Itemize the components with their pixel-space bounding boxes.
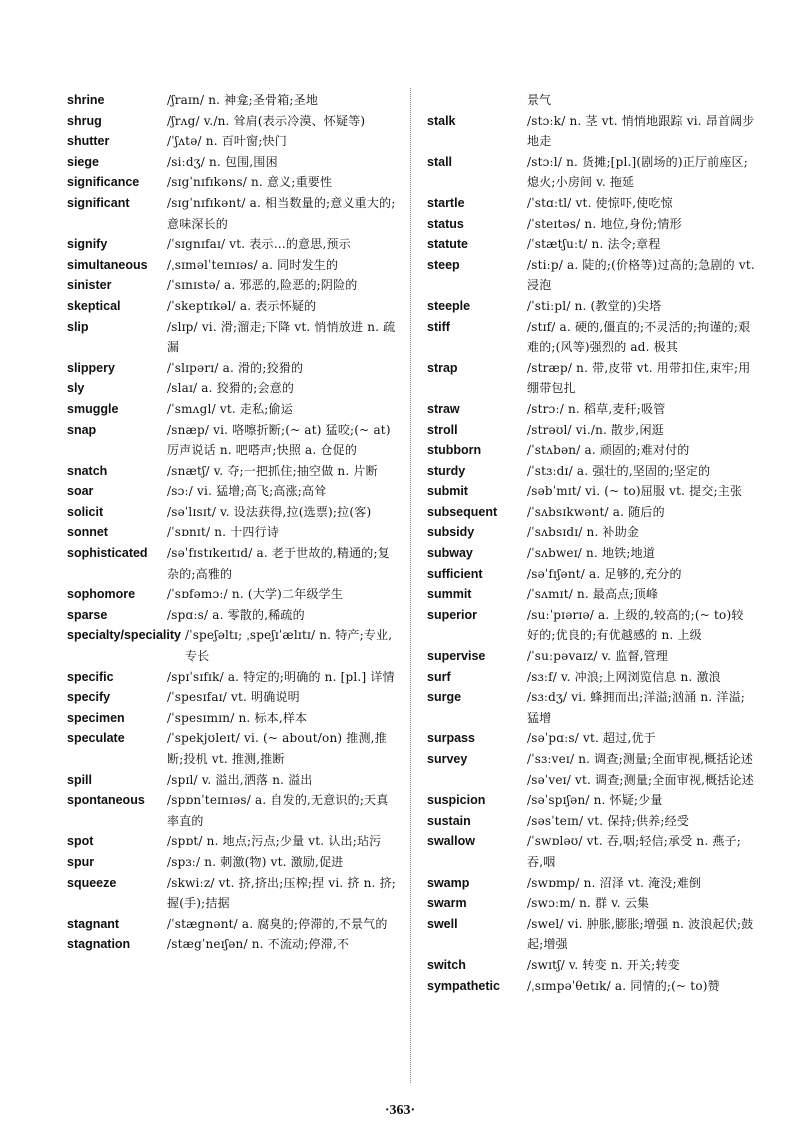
dictionary-entry [67,234,397,255]
headword: summit [427,587,472,602]
definition: /ˈsteɪtəs/ n. 地位,身份;情形 [527,216,682,231]
definition: /ʃrʌg/ v./n. 耸肩(表示冷漠、怀疑等) [167,113,366,128]
dictionary-entry [427,790,755,811]
definition: /ˈsʌbweɪ/ n. 地铁;地道 [527,546,656,561]
dictionary-entry [427,317,755,358]
definition: /strɔː/ n. 稻草,麦秆;吸管 [527,401,666,416]
headword: surge [427,690,462,705]
definition: /slɪp/ vi. 滑;溜走;下降 vt. 悄悄放进 n. 疏漏 [167,319,396,355]
definition: /stræp/ n. 带,皮带 vt. 用带扣住,束牢;用绷带包扎 [527,360,751,396]
dictionary-entry [67,152,397,173]
definition: /ˈspesɪfaɪ/ vt. 明确说明 [167,690,300,705]
headword: spill [67,772,93,787]
definition: /ˈsɜːveɪ/ n. 调查;测量;全面审视,概括论述 /səˈveɪ/ vt. 调查;测量;全面审视,概括论述 [527,752,754,787]
headword: superior [427,607,478,622]
definition: /spɑːs/ a. 零散的,稀疏的 [167,607,305,622]
headword: speculate [67,731,125,746]
definition: /swɒmp/ n. 沼泽 vt. 淹没;难倒 [527,875,702,890]
headword: subsequent [427,504,498,519]
headword: slip [67,319,89,334]
definition: /ˈsʌbsɪdɪ/ n. 补助金 [527,525,640,540]
headword: sustain [427,813,471,828]
dictionary-entry [427,358,755,399]
dictionary-entry [67,275,397,296]
dictionary-entry [67,934,397,955]
headword: strap [427,360,458,375]
headword: spur [67,854,95,869]
dictionary-entry [67,770,397,791]
definition: /spɪl/ v. 溢出,洒落 n. 溢出 [167,772,313,787]
headword: status [427,216,464,231]
definition: /ˈsuːpəvaɪz/ v. 监督,管理 [527,649,669,664]
definition: /səsˈteɪn/ vt. 保持;供养;经受 [527,813,690,828]
dictionary-entry [67,831,397,852]
dictionary-entry [427,667,755,688]
headword: stalk [427,113,456,128]
headword: surpass [427,731,475,746]
headword: shutter [67,134,110,149]
definition: /siːdʒ/ n. 包围,围困 [167,154,278,169]
headword: swarm [427,896,467,911]
headword: stagnant [67,916,120,931]
definition: /suːˈpɪərɪə/ a. 上级的,较高的;(~ to)较好的;优良的;有优越感的 n. 上级 [527,607,744,643]
dictionary-entry [67,522,397,543]
definition: /ˈsɪgnɪfaɪ/ vt. 表示…的意思,预示 [167,237,351,252]
definition: /ˈsmʌgl/ vt. 走私;偷运 [167,401,293,416]
dictionary-entry [67,584,397,605]
dictionary-entry [427,111,755,152]
dictionary-entry [427,564,755,585]
headword: specimen [67,710,125,725]
definition: /ʃraɪn/ n. 神龛;圣骨箱;圣地 [167,93,319,107]
definition: /ˈstætʃuːt/ n. 法令;章程 [527,237,661,252]
dictionary-entry [67,852,397,873]
dictionary-entry [67,708,397,729]
dictionary-entry [427,522,755,543]
dictionary-entry [427,687,755,728]
dictionary-entry [67,502,397,523]
definition: /ˈstɑːtl/ vt. 使惊吓,使吃惊 [527,195,673,210]
definition: /spɒnˈteɪnɪəs/ a. 自发的,无意识的;天真率直的 [167,793,389,828]
dictionary-entry [67,790,397,831]
definition: /sɜːf/ v. 冲浪;上网浏览信息 n. 激浪 [527,669,721,684]
dictionary-entry [427,749,755,790]
dictionary-entry [427,646,755,667]
definition: /stægˈneɪʃən/ n. 不流动;停滞,不 [167,937,350,952]
headword: siege [67,154,99,169]
page-number: ·363· [384,1103,416,1118]
headword: squeeze [67,875,117,890]
dictionary-entry [427,255,755,296]
headword: snatch [67,463,108,478]
headword: swell [427,916,458,931]
headword: stagnation [67,937,131,952]
definition: /ˈstægnənt/ a. 腐臭的;停滞的,不景气的 [167,916,388,931]
definition: /stɪf/ a. 硬的,僵直的;不灵活的;拘谨的;艰难的;(风等)强烈的 ad. 极其 [527,319,751,355]
headword: steep [427,257,460,272]
headword: signify [67,237,108,252]
definition: /ˈstʌbən/ a. 顽固的;难对付的 [527,443,690,458]
headword: shrug [67,113,102,128]
definition: /ˈswɒləʊ/ vt. 吞,咽;轻信;承受 n. 燕子;吞,咽 [527,834,742,869]
dictionary-entry [427,399,755,420]
dictionary-entry [67,687,397,708]
definition: /səˈpɑːs/ vt. 超过,优于 [527,731,656,746]
dictionary-entry [427,234,755,255]
headword: stroll [427,422,458,437]
definition: /səˈfɪstɪkeɪtɪd/ a. 老于世故的,精通的;复杂的;高雅的 [167,546,390,581]
headword: statute [427,237,468,252]
definition: /ˈstiːpl/ n. (教堂的)尖塔 [527,298,662,313]
headword: survey [427,752,468,766]
definition: /slaɪ/ a. 狡猾的;会意的 [167,381,295,396]
headword: stiff [427,319,450,334]
headword: stall [427,154,453,169]
headword: supervise [427,649,486,664]
definition: /snæp/ vi. 咯嚓折断;(~ at) 猛咬;(~ at)厉声说话 n. 吧嗒声;快照 a. 仓促的 [167,422,391,458]
definition: /snætʃ/ v. 夺;一把抓住;抽空做 n. 片断 [167,463,378,478]
dictionary-entry [427,955,755,976]
dictionary-entry [427,296,755,317]
headword: subway [427,546,473,561]
definition: /sɜːdʒ/ vi. 蜂拥而出;洋溢;汹涌 n. 洋溢;猛增 [527,690,746,725]
right-column [427,90,755,996]
definition: /ˈsɒnɪt/ n. 十四行诗 [167,525,279,540]
headword: subsidy [427,525,475,540]
definition: /ˈsɒfəmɔː/ n. (大学)二年级学生 [167,587,344,602]
dictionary-entry [67,873,397,914]
definition: /sɔː/ vi. 猛增;高飞;高涨;高耸 [167,484,327,499]
definition: /strəʊl/ vi./n. 散步,闲逛 [527,422,664,437]
dictionary-entry [67,378,397,399]
headword: smuggle [67,401,119,416]
definition: /spɪˈsɪfɪk/ a. 特定的;明确的 n. [pl.] 详情 [167,669,395,684]
definition: /ˈspeʃəltɪ; ˌspeʃɪˈælɪtɪ/ n. 特产;专业,专长 [184,628,393,664]
headword: suspicion [427,793,486,808]
headword: shrine [67,93,105,107]
definition: /səˈlɪsɪt/ v. 设法获得,拉(选票);拉(客) [167,504,372,519]
dictionary-entry [427,914,755,955]
headword: slippery [67,360,115,375]
dictionary-entry [67,461,397,482]
dictionary-entry [427,893,755,914]
headword: sturdy [427,463,466,478]
dictionary-entry [427,543,755,564]
headword: solicit [67,504,104,519]
definition: /stiːp/ a. 陡的;(价格等)过高的;急剧的 vt. 浸泡 [527,257,755,293]
dictionary-entry [67,914,397,935]
dictionary-entry [67,358,397,379]
definition: /swel/ vi. 肿胀,膨胀;增强 n. 波浪起伏;鼓起;增强 [527,916,754,952]
definition: /swɪtʃ/ v. 转变 n. 开关;转变 [527,957,680,972]
dictionary-entry [67,296,397,317]
dictionary-entry [427,811,755,832]
dictionary-entry [427,440,755,461]
dictionary-entry [427,193,755,214]
dictionary-entry [67,667,397,688]
dictionary-entry [67,625,397,666]
dictionary-entry [427,502,755,523]
definition: /sɪgˈnɪfɪkəns/ n. 意义;重要性 [167,175,333,190]
dictionary-entry [67,399,397,420]
definition: /ˈstɜːdɪ/ a. 强壮的,坚固的;坚定的 [527,463,711,478]
headword: sufficient [427,566,483,581]
headword: switch [427,957,466,972]
headword: swallow [427,834,475,849]
headword: skeptical [67,298,121,313]
headword: straw [427,401,460,416]
headword: startle [427,195,465,210]
headword: spontaneous [67,793,145,808]
headword: stubborn [427,443,482,458]
definition: /ˈsɪnɪstə/ a. 邪恶的,险恶的;阴险的 [167,278,358,293]
definition: /ˈspekjʊleɪt/ vi. (~ about/on) 推测,推断;投机 vt. 推测,推断 [167,731,387,766]
headword: specific [67,669,114,684]
definition: /səˈspɪʃən/ n. 怀疑;少量 [527,793,663,808]
definition: /səbˈmɪt/ vi. (~ to)屈服 vt. 提交;主张 [527,484,743,499]
definition: /ˈsʌmɪt/ n. 最高点;顶峰 [527,587,659,602]
headword: sonnet [67,525,108,540]
definition: /ˈsʌbsɪkwənt/ a. 随后的 [527,504,665,519]
dictionary-entry [427,584,755,605]
column-divider [410,88,411,1083]
headword: snap [67,422,97,437]
continued-definition: 景气 [527,93,552,107]
dictionary-entry [427,481,755,502]
definition: /səˈfɪʃənt/ a. 足够的,充分的 [527,566,682,581]
dictionary-entry [67,111,397,132]
dictionary-entry [427,605,755,646]
dictionary-entry [67,728,397,769]
dictionary-entry [67,90,397,111]
headword: submit [427,484,468,499]
headword: simultaneous [67,257,148,272]
dictionary-entry [427,728,755,749]
definition: /swɔːm/ n. 群 v. 云集 [527,896,650,911]
headword: specialty/speciality [67,628,181,643]
dictionary-entry [427,873,755,894]
definition: /sɪgˈnɪfɪkənt/ a. 相当数量的;意义重大的;意味深长的 [167,195,396,231]
definition: /stɔːk/ n. 茎 vt. 悄悄地跟踪 vi. 昂首阔步地走 [527,113,755,149]
headword: sparse [67,607,108,622]
headword: spot [67,834,94,849]
definition: /skwiːz/ vt. 挤,挤出;压榨;捏 vi. 挤 n. 挤;握(手);拮据 [167,875,397,911]
definition: /ˈspesɪmɪn/ n. 标本,样本 [167,710,308,725]
dictionary-entry [427,831,755,872]
dictionary-entry [427,976,755,997]
dictionary-entry [427,461,755,482]
headword: specify [67,690,111,705]
dictionary-entry [67,172,397,193]
headword: significance [67,175,140,190]
dictionary-entry [67,420,397,461]
dictionary-entry [67,481,397,502]
headword: surf [427,669,451,684]
headword: swamp [427,875,470,890]
dictionary-entry [427,420,755,441]
headword: sophomore [67,587,136,602]
definition: /ˈskeptɪkəl/ a. 表示怀疑的 [167,298,317,313]
headword: sophisticated [67,546,148,561]
dictionary-entry [67,317,397,358]
definition: /spɜː/ n. 刺激(物) vt. 激励,促进 [167,854,344,869]
headword: soar [67,484,94,499]
dictionary-entry [427,152,755,193]
headword: sly [67,381,85,396]
headword: sympathetic [427,978,500,993]
definition: /stɔːl/ n. 货摊;[pl.](剧场的)正厅前座区;熄火;小房间 v. 拖延 [527,154,748,190]
definition: /ˌsɪmpəˈθetɪk/ a. 同情的;(~ to)赞 [527,978,720,993]
dictionary-entry [67,605,397,626]
dictionary-entry [67,255,397,276]
headword: steeple [427,298,471,313]
dictionary-entry [427,214,755,235]
dictionary-entry [67,193,397,234]
headword: sinister [67,278,112,293]
headword: significant [67,195,130,210]
left-column [67,90,397,955]
definition: /ˈʃʌtə/ n. 百叶窗;快门 [167,134,287,149]
definition: /ˈslɪpərɪ/ a. 滑的;狡猾的 [167,360,304,375]
definition: /spɒt/ n. 地点;污点;少量 vt. 认出;玷污 [167,834,382,849]
dictionary-entry [67,543,397,584]
dictionary-entry [67,131,397,152]
definition: /ˌsɪməlˈteɪnɪəs/ a. 同时发生的 [167,257,339,272]
